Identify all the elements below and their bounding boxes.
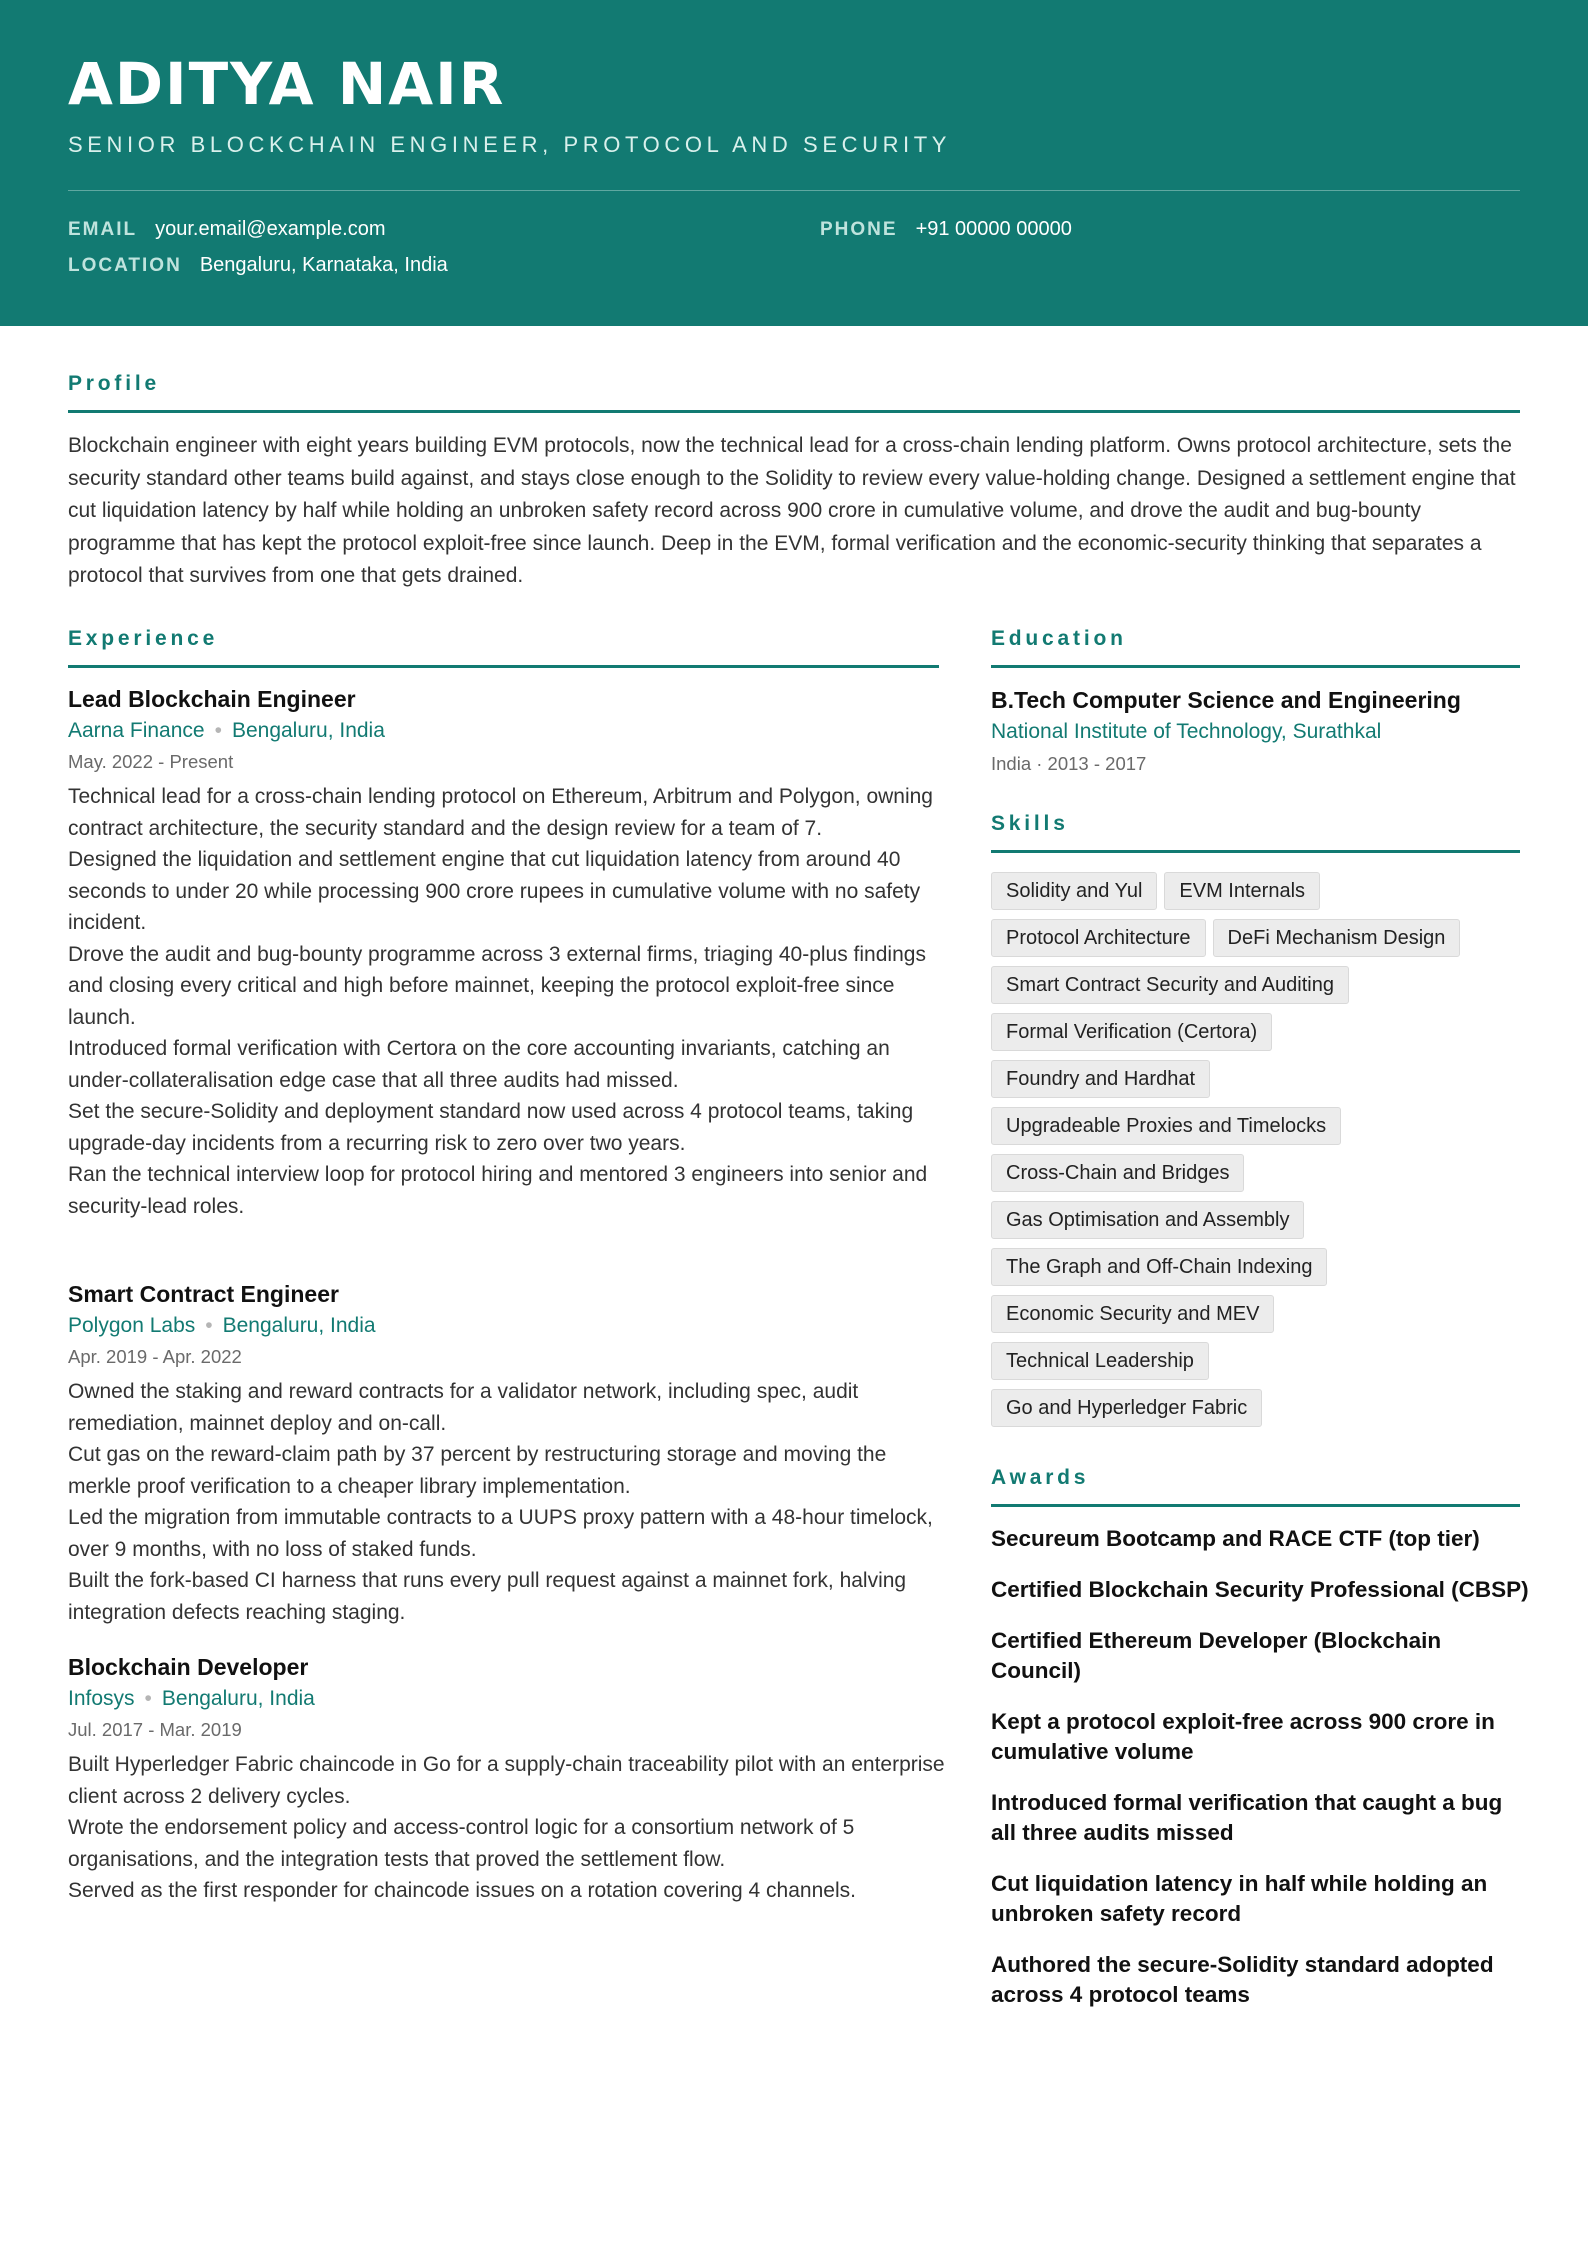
- skill-tag: Economic Security and MEV: [991, 1295, 1274, 1333]
- location-label: LOCATION: [68, 255, 182, 276]
- job-title: Blockchain Developer: [68, 1654, 309, 1680]
- contact-email: [68, 218, 386, 241]
- job-dates: Jul. 2017 - Mar. 2019: [68, 1719, 242, 1740]
- email-value[interactable]: your.email@example.com: [155, 218, 386, 240]
- job-dates: Apr. 2019 - Apr. 2022: [68, 1346, 242, 1367]
- award-item: Secureum Bootcamp and RACE CTF (top tier): [991, 1526, 1480, 1551]
- job-description: [68, 1376, 946, 1628]
- contact-location: [68, 254, 448, 277]
- job-bullet: Built Hyperledger Fabric chaincode in Go for a supply-chain traceability pilot with an enterprise client across 2 delivery cycles.: [68, 1753, 945, 1808]
- skill-row: [991, 1201, 1531, 1248]
- job-bullet: Ran the technical interview loop for protocol hiring and mentored 3 engineers into senior and security-lead roles.: [68, 1163, 928, 1218]
- job-meta: [68, 1309, 946, 1342]
- job-location: Bengaluru, India: [222, 1314, 376, 1337]
- skill-tag: Upgradeable Proxies and Timelocks: [991, 1107, 1341, 1145]
- skill-tag: Formal Verification (Certora): [991, 1013, 1272, 1051]
- job-entry: [68, 684, 946, 1222]
- job-bullet: Led the migration from immutable contracts to a UUPS proxy pattern with a 48-hour timelock, over 9 months, with no loss of staked funds.: [68, 1506, 933, 1561]
- skill-tag: Smart Contract Security and Auditing: [991, 966, 1349, 1004]
- job-bullet: Drove the audit and bug-bounty programme across 3 external firms, triaging 40-plus findings and closing every critical and high before mainnet, keeping the protocol exploit-free since launch.: [68, 942, 926, 1029]
- skill-tag: Gas Optimisation and Assembly: [991, 1201, 1304, 1239]
- award-item: Cut liquidation latency in half while holding an unbroken safety record: [991, 1871, 1488, 1926]
- skill-row: [991, 1248, 1531, 1295]
- job-description: [68, 781, 946, 1222]
- awards-list: [991, 1524, 1531, 2031]
- skill-tag: Cross-Chain and Bridges: [991, 1154, 1244, 1192]
- education-section-title: Education: [991, 627, 1127, 650]
- separator-dot-icon: •: [214, 719, 222, 742]
- job-bullet: Wrote the endorsement policy and access-control logic for a consortium network of 5 organisations, and the integration tests that proved the settlement flow.: [68, 1816, 855, 1871]
- skill-tag: EVM Internals: [1164, 872, 1320, 910]
- experience-rule: [68, 665, 939, 668]
- skill-tag: Foundry and Hardhat: [991, 1060, 1210, 1098]
- contact-phone: [820, 218, 1072, 241]
- skill-row: [991, 1013, 1531, 1060]
- job-title: Lead Blockchain Engineer: [68, 686, 356, 712]
- job-bullet: Designed the liquidation and settlement engine that cut liquidation latency from around 40 seconds to under 20 while processing 900 crore rupees in cumulative volume with no safety incident.: [68, 848, 921, 934]
- education-degree: B.Tech Computer Science and Engineering: [991, 687, 1461, 713]
- awards-section-title: Awards: [991, 1466, 1090, 1489]
- skill-tag: Technical Leadership: [991, 1342, 1209, 1380]
- profile-section-title: Profile: [68, 372, 160, 395]
- education-entry: [991, 684, 1531, 780]
- job-location: Bengaluru, India: [161, 1687, 315, 1710]
- award-item: Certified Ethereum Developer (Blockchain Council): [991, 1628, 1442, 1683]
- skill-row: [991, 1107, 1531, 1154]
- job-bullet: Served as the first responder for chaincode issues on a rotation covering 4 channels.: [68, 1879, 856, 1902]
- award-item: Authored the secure-Solidity standard adopted across 4 protocol teams: [991, 1952, 1494, 2007]
- candidate-name: ADITYA NAIR: [68, 50, 506, 118]
- skill-row: [991, 1295, 1531, 1342]
- separator-dot-icon: •: [144, 1687, 152, 1710]
- candidate-headline: SENIOR BLOCKCHAIN ENGINEER, PROTOCOL AND SECURITY: [68, 132, 952, 157]
- job-bullet: Owned the staking and reward contracts for a validator network, including spec, audit remediation, mainnet deploy and on-call.: [68, 1380, 859, 1435]
- separator-dot-icon: •: [205, 1314, 213, 1337]
- skill-row: [991, 966, 1531, 1013]
- job-company: Aarna Finance: [68, 719, 205, 742]
- job-title: Smart Contract Engineer: [68, 1281, 339, 1307]
- job-entry: [68, 1279, 946, 1628]
- job-bullet: Set the secure-Solidity and deployment standard now used across 4 protocol teams, taking upgrade-day incidents from a recurring risk to zero over two years.: [68, 1100, 914, 1155]
- job-dates: May. 2022 - Present: [68, 751, 234, 772]
- award-item: Certified Blockchain Security Professional (CBSP): [991, 1577, 1529, 1602]
- skills-section-title: Skills: [991, 812, 1069, 835]
- job-description: [68, 1749, 946, 1907]
- skill-tag: Go and Hyperledger Fabric: [991, 1389, 1262, 1427]
- phone-label: PHONE: [820, 219, 898, 240]
- skills-list: [991, 872, 1531, 1436]
- job-bullet: Introduced formal verification with Certora on the core accounting invariants, catching an under-collateralisation edge case that all three audits had missed.: [68, 1037, 890, 1092]
- resume-header: [0, 0, 1588, 326]
- skills-rule: [991, 850, 1520, 853]
- job-bullet: Built the fork-based CI harness that runs every pull request against a mainnet fork, halving integration defects reaching staging.: [68, 1569, 907, 1624]
- experience-section-title: Experience: [68, 627, 219, 650]
- job-meta: [68, 1682, 946, 1715]
- education-rule: [991, 665, 1520, 668]
- email-label: EMAIL: [68, 219, 138, 240]
- skill-row: [991, 1154, 1531, 1201]
- job-location: Bengaluru, India: [231, 719, 385, 742]
- skill-row: [991, 1389, 1531, 1436]
- job-meta: [68, 714, 946, 747]
- profile-summary: Blockchain engineer with eight years building EVM protocols, now the technical lead for a cross-chain lending platform. Owns protocol architecture, sets the security standard other teams build against, and stays close enough to the Solidity to review every value-holding change. Designed a settlement engine that cut liquidation latency by half while holding an unbroken safety record across 900 crore in cumulative volume, and drove the audit and bug-bounty programme that has kept the protocol exploit-free since launch. Deep in the EVM, formal verification and the economic-security thinking that separates a protocol that survives from one that gets drained.: [68, 434, 1516, 588]
- skill-tag: Solidity and Yul: [991, 872, 1157, 910]
- skill-tag: Protocol Architecture: [991, 919, 1206, 957]
- job-bullet: Technical lead for a cross-chain lending protocol on Ethereum, Arbitrum and Polygon, owning contract architecture, the security standard and the design review for a team of 7.: [68, 785, 933, 840]
- skill-tag: The Graph and Off-Chain Indexing: [991, 1248, 1327, 1286]
- skill-row: [991, 1342, 1531, 1389]
- award-item: Kept a protocol exploit-free across 900 crore in cumulative volume: [991, 1709, 1495, 1764]
- profile-rule: [68, 410, 1520, 413]
- phone-value[interactable]: +91 00000 00000: [915, 218, 1072, 240]
- skill-row: [991, 1060, 1531, 1107]
- skill-row: [991, 919, 1531, 966]
- job-entry: [68, 1652, 946, 1907]
- skill-row: [991, 872, 1531, 919]
- location-value: Bengaluru, Karnataka, India: [199, 254, 448, 276]
- award-item: Introduced formal verification that caught a bug all three audits missed: [991, 1790, 1503, 1845]
- header-divider: [68, 190, 1520, 191]
- awards-rule: [991, 1504, 1520, 1507]
- skill-tag: DeFi Mechanism Design: [1213, 919, 1461, 957]
- education-meta: India · 2013 - 2017: [991, 753, 1147, 774]
- job-company: Polygon Labs: [68, 1314, 196, 1337]
- job-bullet: Cut gas on the reward-claim path by 37 percent by restructuring storage and moving the merkle proof verification to a cheaper library implementation.: [68, 1443, 887, 1498]
- education-school: National Institute of Technology, Surathkal: [991, 720, 1382, 743]
- job-company: Infosys: [68, 1687, 135, 1710]
